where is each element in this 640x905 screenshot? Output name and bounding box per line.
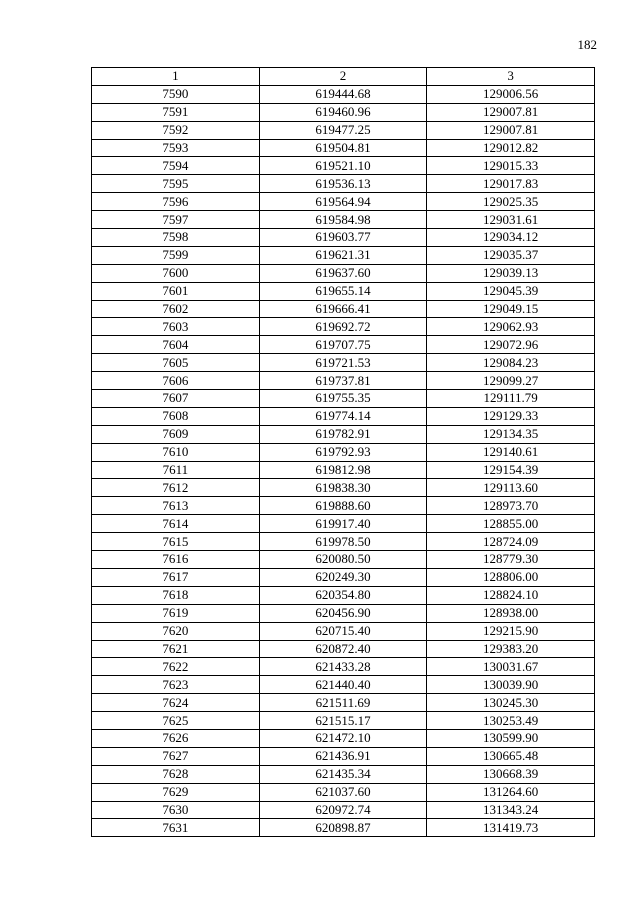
table-cell-col-3: 129015.33 (427, 157, 595, 175)
table-cell-col-2: 620456.90 (259, 604, 427, 622)
coordinates-table (91, 67, 595, 837)
table-row (92, 658, 595, 676)
header-col-1: 1 (92, 68, 260, 86)
table-row (92, 461, 595, 479)
table-cell-col-1: 7629 (92, 783, 260, 801)
table-cell-col-2: 619755.35 (259, 390, 427, 408)
table-cell-col-1: 7624 (92, 694, 260, 712)
table-row (92, 300, 595, 318)
table-cell-col-1: 7630 (92, 801, 260, 819)
table-row (92, 640, 595, 658)
table-row (92, 479, 595, 497)
table-cell-col-1: 7627 (92, 747, 260, 765)
table-cell-col-3: 129031.61 (427, 211, 595, 229)
table-cell-col-2: 619774.14 (259, 407, 427, 425)
table-cell-col-3: 129007.81 (427, 103, 595, 121)
table-cell-col-2: 621511.69 (259, 694, 427, 712)
table-cell-col-3: 129154.39 (427, 461, 595, 479)
table-cell-col-1: 7594 (92, 157, 260, 175)
table-cell-col-3: 130665.48 (427, 747, 595, 765)
table-cell-col-2: 619621.31 (259, 246, 427, 264)
table-cell-col-3: 128973.70 (427, 497, 595, 515)
table-cell-col-3: 129134.35 (427, 425, 595, 443)
table-cell-col-1: 7625 (92, 712, 260, 730)
table-cell-col-2: 619978.50 (259, 533, 427, 551)
table-cell-col-2: 619888.60 (259, 497, 427, 515)
table-cell-col-1: 7611 (92, 461, 260, 479)
table-row (92, 390, 595, 408)
page-number: 182 (577, 37, 597, 52)
table-cell-col-1: 7600 (92, 264, 260, 282)
table-cell-col-1: 7605 (92, 354, 260, 372)
table-row (92, 85, 595, 103)
table-cell-col-2: 620354.80 (259, 586, 427, 604)
table-row (92, 586, 595, 604)
table-cell-col-3: 131419.73 (427, 819, 595, 837)
table-cell-col-1: 7631 (92, 819, 260, 837)
table-row (92, 139, 595, 157)
table-cell-col-2: 619666.41 (259, 300, 427, 318)
table-row (92, 193, 595, 211)
table-cell-col-3: 130668.39 (427, 765, 595, 783)
table-cell-col-3: 128855.00 (427, 515, 595, 533)
table-cell-col-3: 128806.00 (427, 568, 595, 586)
table-cell-col-2: 619782.91 (259, 425, 427, 443)
table-cell-col-1: 7628 (92, 765, 260, 783)
table-cell-col-2: 619521.10 (259, 157, 427, 175)
table-cell-col-2: 619603.77 (259, 229, 427, 247)
table-row (92, 246, 595, 264)
table-row (92, 336, 595, 354)
table-cell-col-2: 621515.17 (259, 712, 427, 730)
table-row (92, 318, 595, 336)
table-cell-col-2: 619655.14 (259, 282, 427, 300)
table-cell-col-1: 7614 (92, 515, 260, 533)
table-cell-col-3: 129215.90 (427, 622, 595, 640)
table-row (92, 282, 595, 300)
table-cell-col-3: 128824.10 (427, 586, 595, 604)
table-cell-col-1: 7613 (92, 497, 260, 515)
table-cell-col-1: 7593 (92, 139, 260, 157)
table-cell-col-1: 7610 (92, 443, 260, 461)
table-cell-col-2: 620080.50 (259, 551, 427, 569)
table-cell-col-1: 7591 (92, 103, 260, 121)
table-row (92, 819, 595, 837)
table-cell-col-1: 7617 (92, 568, 260, 586)
table-cell-col-3: 129017.83 (427, 175, 595, 193)
table-row (92, 765, 595, 783)
table-row (92, 622, 595, 640)
table-row (92, 712, 595, 730)
table-cell-col-3: 129062.93 (427, 318, 595, 336)
table-cell-col-1: 7597 (92, 211, 260, 229)
table-cell-col-1: 7619 (92, 604, 260, 622)
table-cell-col-3: 128938.00 (427, 604, 595, 622)
table-cell-col-1: 7590 (92, 85, 260, 103)
table-cell-col-3: 129045.39 (427, 282, 595, 300)
table-cell-col-2: 621037.60 (259, 783, 427, 801)
table-cell-col-2: 619792.93 (259, 443, 427, 461)
table-cell-col-1: 7603 (92, 318, 260, 336)
table-row (92, 425, 595, 443)
table-cell-col-1: 7623 (92, 676, 260, 694)
table-cell-col-2: 619477.25 (259, 121, 427, 139)
table-cell-col-2: 619444.68 (259, 85, 427, 103)
header-col-2: 2 (259, 68, 427, 86)
table-cell-col-3: 129140.61 (427, 443, 595, 461)
table-cell-col-3: 129012.82 (427, 139, 595, 157)
table-body (92, 85, 595, 836)
table-cell-col-3: 129084.23 (427, 354, 595, 372)
table-row (92, 372, 595, 390)
table-row (92, 103, 595, 121)
table-cell-col-2: 619721.53 (259, 354, 427, 372)
table-row (92, 157, 595, 175)
table-cell-col-3: 130599.90 (427, 729, 595, 747)
table-cell-col-3: 128724.09 (427, 533, 595, 551)
table-row (92, 694, 595, 712)
table-cell-col-1: 7601 (92, 282, 260, 300)
table-cell-col-2: 619584.98 (259, 211, 427, 229)
table-cell-col-2: 621440.40 (259, 676, 427, 694)
table-cell-col-2: 619460.96 (259, 103, 427, 121)
table-cell-col-3: 129025.35 (427, 193, 595, 211)
table-cell-col-1: 7599 (92, 246, 260, 264)
table-row (92, 443, 595, 461)
table-row (92, 676, 595, 694)
table-row (92, 783, 595, 801)
table-cell-col-1: 7615 (92, 533, 260, 551)
table-cell-col-1: 7612 (92, 479, 260, 497)
table-row (92, 604, 595, 622)
table-cell-col-2: 621472.10 (259, 729, 427, 747)
table-row (92, 407, 595, 425)
table-row (92, 801, 595, 819)
table-cell-col-2: 621433.28 (259, 658, 427, 676)
table-cell-col-3: 129383.20 (427, 640, 595, 658)
table-cell-col-3: 129111.79 (427, 390, 595, 408)
table-cell-col-2: 619707.75 (259, 336, 427, 354)
table-cell-col-2: 619564.94 (259, 193, 427, 211)
table-row (92, 354, 595, 372)
table-cell-col-2: 620872.40 (259, 640, 427, 658)
table-cell-col-1: 7607 (92, 390, 260, 408)
table-row (92, 729, 595, 747)
table-cell-col-3: 131343.24 (427, 801, 595, 819)
table-row (92, 551, 595, 569)
table-cell-col-1: 7596 (92, 193, 260, 211)
table-cell-col-2: 619637.60 (259, 264, 427, 282)
table-cell-col-2: 620249.30 (259, 568, 427, 586)
table-cell-col-3: 129006.56 (427, 85, 595, 103)
table-cell-col-2: 619812.98 (259, 461, 427, 479)
table-row (92, 175, 595, 193)
table-cell-col-1: 7604 (92, 336, 260, 354)
table-cell-col-3: 130253.49 (427, 712, 595, 730)
table-cell-col-1: 7606 (92, 372, 260, 390)
table-row (92, 515, 595, 533)
table-row (92, 229, 595, 247)
table-cell-col-2: 619692.72 (259, 318, 427, 336)
table-cell-col-2: 620972.74 (259, 801, 427, 819)
table-cell-col-3: 129049.15 (427, 300, 595, 318)
table-header (92, 68, 595, 86)
table-cell-col-3: 130039.90 (427, 676, 595, 694)
table-cell-col-1: 7602 (92, 300, 260, 318)
table-cell-col-2: 619838.30 (259, 479, 427, 497)
table-cell-col-2: 619536.13 (259, 175, 427, 193)
table-cell-col-1: 7620 (92, 622, 260, 640)
header-row (92, 68, 595, 86)
table-cell-col-2: 619504.81 (259, 139, 427, 157)
table-cell-col-1: 7598 (92, 229, 260, 247)
table-cell-col-1: 7608 (92, 407, 260, 425)
table-cell-col-2: 621436.91 (259, 747, 427, 765)
table-cell-col-3: 129099.27 (427, 372, 595, 390)
table-row (92, 568, 595, 586)
table-cell-col-2: 619737.81 (259, 372, 427, 390)
table-cell-col-2: 620715.40 (259, 622, 427, 640)
table-cell-col-3: 129007.81 (427, 121, 595, 139)
table-cell-col-3: 129035.37 (427, 246, 595, 264)
table-cell-col-2: 619917.40 (259, 515, 427, 533)
table-cell-col-1: 7622 (92, 658, 260, 676)
table-cell-col-3: 131264.60 (427, 783, 595, 801)
table-row (92, 533, 595, 551)
table-cell-col-3: 129034.12 (427, 229, 595, 247)
table-cell-col-3: 130031.67 (427, 658, 595, 676)
table-cell-col-3: 128779.30 (427, 551, 595, 569)
table-cell-col-2: 621435.34 (259, 765, 427, 783)
table-row (92, 747, 595, 765)
table-cell-col-1: 7609 (92, 425, 260, 443)
table-row (92, 211, 595, 229)
table-cell-col-2: 620898.87 (259, 819, 427, 837)
table-cell-col-3: 129113.60 (427, 479, 595, 497)
table-cell-col-3: 129129.33 (427, 407, 595, 425)
table-cell-col-1: 7595 (92, 175, 260, 193)
table-cell-col-1: 7616 (92, 551, 260, 569)
table-cell-col-1: 7618 (92, 586, 260, 604)
table-cell-col-3: 130245.30 (427, 694, 595, 712)
table-row (92, 264, 595, 282)
header-col-3: 3 (427, 68, 595, 86)
table-cell-col-3: 129039.13 (427, 264, 595, 282)
table-cell-col-1: 7621 (92, 640, 260, 658)
table-cell-col-1: 7592 (92, 121, 260, 139)
table-cell-col-1: 7626 (92, 729, 260, 747)
table-row (92, 497, 595, 515)
table-row (92, 121, 595, 139)
table-cell-col-3: 129072.96 (427, 336, 595, 354)
